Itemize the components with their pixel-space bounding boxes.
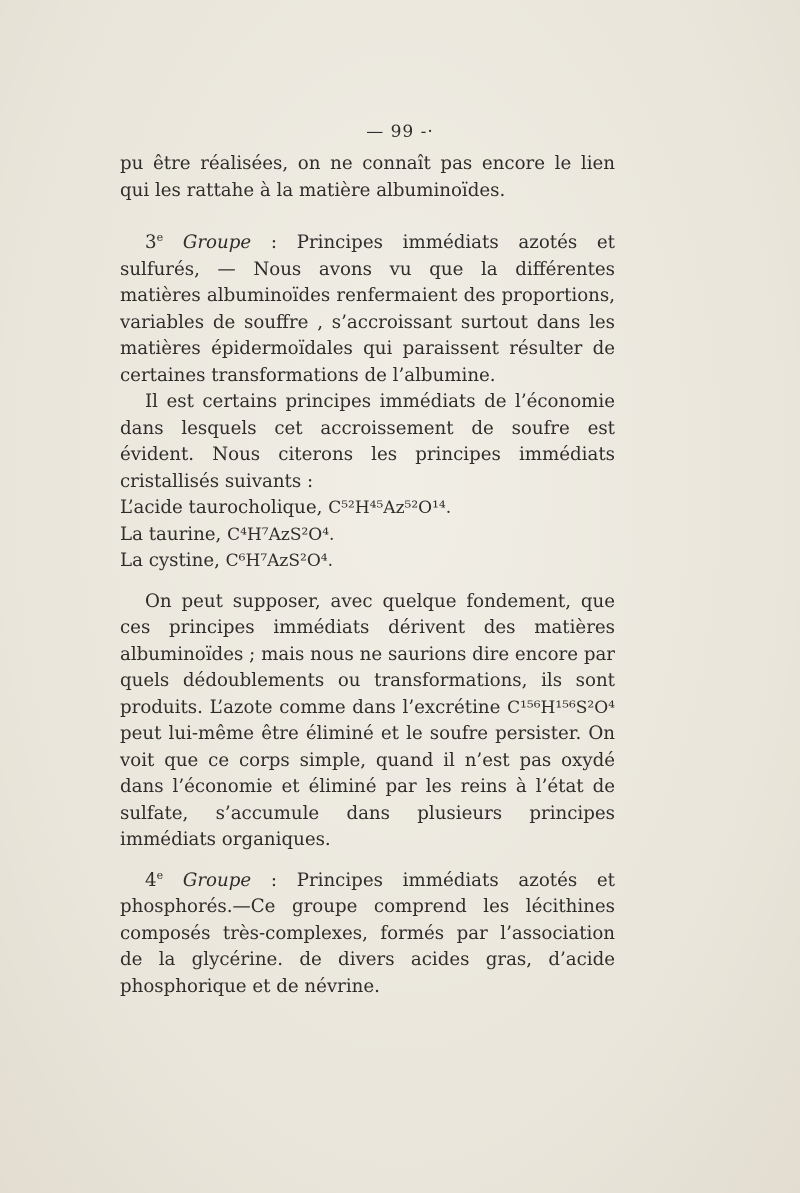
paragraph-text-a: On peut supposer, avec quelque fondement, que ces principes immédiats dérivent des matières albuminoïdes ; mais nous ne saurions dire encore par quels dédoublements ou transformations, ils sont produits. L’azote comme dans l’excrétine xyxy=(120,590,615,718)
group-3-ordinal: e xyxy=(156,231,164,244)
formula-taurocholic xyxy=(120,495,615,522)
group-4-text: : Principes immédiats azotés et phosphorés.—Ce groupe comprend les lécithines composés très-complexes, formés par l’association de la glycérine. de divers acides gras, d’acide phosphorique et de névrine. xyxy=(120,869,615,997)
group-3-text: : Principes immédiats azotés et sulfurés, — Nous avons vu que la différentes matières albuminoïdes renfermaient des proportions, variables de souffre , s’accroissant surtout dans les matières épidermoïdales qui paraissent résulter de certaines transformations de l’albumine. xyxy=(120,232,615,386)
group-3-number: 3 xyxy=(145,232,157,253)
paragraph-hypothesis xyxy=(120,589,615,854)
paragraph-text-b: peut lui-même être éliminé et le soufre persister. On voit que ce corps simple, quand il n’est pas oxydé dans l’économie et éliminé par les reins à l’état de sulfate, s’accumule dans plusieurs principes immédiats organiques. xyxy=(120,723,615,850)
group-4-ordinal: e xyxy=(156,868,164,882)
body-text xyxy=(120,151,615,1000)
formula-value: C⁴H⁷AzS²O⁴. xyxy=(227,524,335,545)
group-4-number: 4 xyxy=(145,869,157,891)
formula-value: C⁶H⁷AzS²O⁴. xyxy=(225,551,333,571)
group-3-label: Groupe xyxy=(182,232,252,253)
paragraph-group-4 xyxy=(120,868,615,1001)
page-number: — 99 -· xyxy=(366,122,434,142)
formula-name: La taurine, xyxy=(120,523,228,545)
formula-taurine xyxy=(120,522,615,549)
paragraph-continuation: pu être réalisées, on ne connaît pas encore le lien qui les rattahe à la matière albuminoïdes. xyxy=(120,153,615,201)
paragraph-sulfur: Il est certains principes immédiats de l’économie dans lesquels cet accroissement de soufre est évident. Nous citerons les principes immédiats cristallisés suivants : xyxy=(120,391,615,492)
formula-cystine xyxy=(120,548,615,575)
group-4-label: Groupe xyxy=(182,869,252,891)
formula-name: La cystine, xyxy=(120,550,226,571)
excretine-formula: C¹⁵⁶H¹⁵⁶S²O⁴ xyxy=(507,697,615,718)
formula-value: C⁵²H⁴⁵Az⁵²O¹⁴. xyxy=(328,498,452,518)
formula-name: L’acide taurocholique, xyxy=(120,497,329,518)
paragraph-group-3 xyxy=(120,230,615,389)
